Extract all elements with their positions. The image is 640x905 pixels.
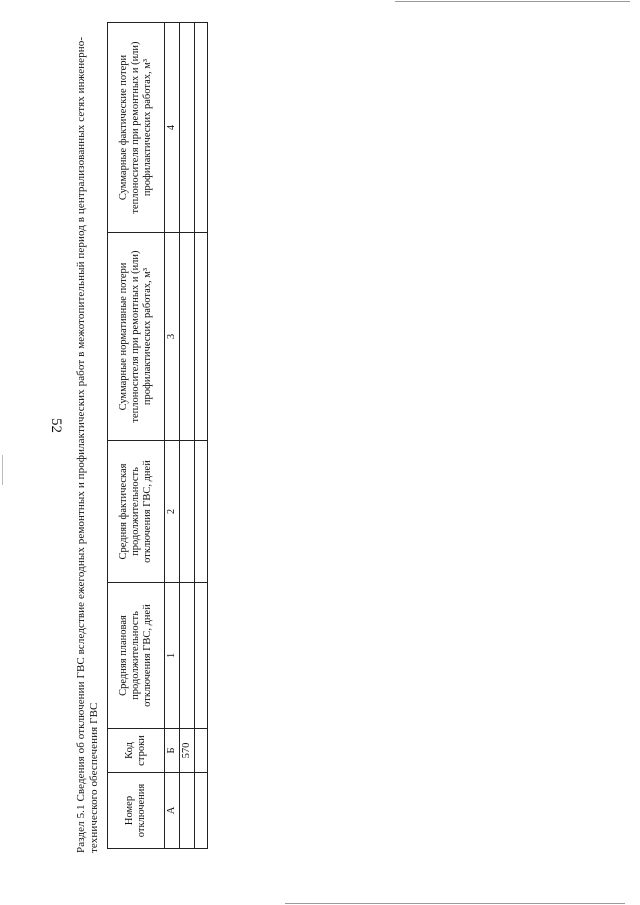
code-cell: 2 <box>165 441 180 583</box>
table-cell <box>180 441 195 583</box>
section-title: Раздел 5.1 Сведения об отключении ГВС вследствие ежегодных ремонтных и профилактических работ в межотопительный период в централизованных сетях инженерно-технического обеспечения ГВС <box>75 36 100 853</box>
header-outage-number: Номер отключения <box>108 773 165 849</box>
table-cell <box>195 773 208 849</box>
table-cell <box>195 23 208 233</box>
table-cell <box>180 233 195 441</box>
table-header-row <box>108 23 165 849</box>
header-normative-losses: Суммарные нормативные потери теплоносителя при ремонтных и (или) профилактических работах, м³ <box>108 233 165 441</box>
table-cell <box>180 773 195 849</box>
page-number: 52 <box>48 418 64 433</box>
rotated-page-content <box>48 18 192 853</box>
outage-table <box>107 22 208 849</box>
header-row-code: Код строки <box>108 729 165 773</box>
code-cell: Б <box>165 729 180 773</box>
table-code-row <box>165 23 180 849</box>
code-cell: 1 <box>165 583 180 729</box>
table-cell <box>195 441 208 583</box>
table-cell: 570 <box>180 729 195 773</box>
header-planned-duration: Средняя плановая продолжительность отключения ГВС, дней <box>108 583 165 729</box>
code-cell: 4 <box>165 23 180 233</box>
table-cell <box>195 233 208 441</box>
scan-edge-bottom <box>285 903 625 904</box>
header-actual-losses: Суммарные фактические потери теплоносителя при ремонтных и (или) профилактических работах, м³ <box>108 23 165 233</box>
header-actual-duration: Средняя фактическая продолжительность отключения ГВС, дней <box>108 441 165 583</box>
table-cell <box>195 729 208 773</box>
table-cell <box>180 583 195 729</box>
code-cell: 3 <box>165 233 180 441</box>
table-row <box>180 23 195 849</box>
scan-mark-left <box>2 455 3 485</box>
scan-edge-top <box>395 1 630 2</box>
table-row <box>195 23 208 849</box>
table-cell <box>195 583 208 729</box>
code-cell: А <box>165 773 180 849</box>
table-cell <box>180 23 195 233</box>
